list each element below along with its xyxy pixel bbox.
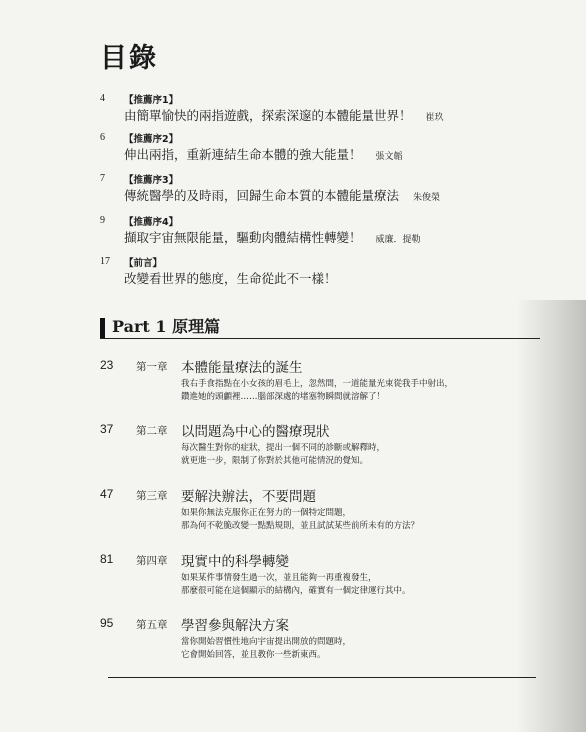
preface-tag: 【推薦序2】 xyxy=(124,134,179,145)
preface-title-line xyxy=(124,145,403,163)
preface-tag: 【前言】 xyxy=(124,258,163,269)
chapter-page-number: 95 xyxy=(100,616,114,630)
chapter-description-line: 就更進一步，限制了你對於其他可能情況的覺知。 xyxy=(181,456,369,466)
chapter-title: 要解決辦法，不要問題 xyxy=(181,489,316,505)
chapter-description-line: 我右手食指點在小女孩的眉毛上，忽然間，一道能量光束從我手中射出， xyxy=(181,379,454,389)
chapter-page-number: 37 xyxy=(100,422,114,436)
preface-title: 由簡單愉快的兩指遊戲，探索深邃的本體能量世界！ xyxy=(124,108,412,123)
preface-page-number: 6 xyxy=(100,132,105,143)
preface-title: 傳統醫學的及時雨，回歸生命本質的本體能量療法 xyxy=(124,188,400,203)
preface-tag: 【推薦序1】 xyxy=(124,95,179,106)
part-title: Part 1 原理篇 xyxy=(112,317,221,336)
part-marker xyxy=(100,318,105,338)
preface-author: 崔玖 xyxy=(425,113,444,123)
chapter-description-line: 鑽進她的頭顱裡……腦部深處的堵塞物瞬間就溶解了！ xyxy=(181,392,386,402)
preface-title-line xyxy=(124,186,440,204)
chapter-label: 第五章 xyxy=(136,619,168,631)
chapter-page-number: 23 xyxy=(100,358,114,372)
chapter-title: 以問題為中心的醫療現狀 xyxy=(181,424,330,440)
chapter-description-line: 如果你無法克服你正在努力的一個特定問題， xyxy=(181,508,352,518)
chapter-description-line: 當你開始習慣性地向宇宙提出開放的問題時， xyxy=(181,637,352,647)
chapter-title: 本體能量療法的誕生 xyxy=(181,360,303,376)
preface-title: 擷取宇宙無限能量，驅動肉體結構性轉變！ xyxy=(124,230,362,245)
chapter-description xyxy=(181,636,351,662)
preface-author: 張文韜 xyxy=(375,152,403,162)
chapter-page-number: 47 xyxy=(100,487,114,501)
preface-title-line xyxy=(124,228,421,246)
chapter-description xyxy=(181,442,385,468)
preface-page-number: 9 xyxy=(100,215,105,226)
chapter-label: 第三章 xyxy=(136,490,168,502)
preface-tag: 【推薦序4】 xyxy=(124,217,179,228)
chapter-label: 第二章 xyxy=(136,425,168,437)
part-divider xyxy=(100,338,540,339)
chapter-label: 第四章 xyxy=(136,555,168,567)
preface-title: 伸出兩指，重新連結生命本體的強大能量！ xyxy=(124,147,362,162)
chapter-description-line: 每次醫生對你的症狀，提出一個不同的診斷或解釋時， xyxy=(181,443,386,453)
preface-title-line xyxy=(124,106,444,124)
scan-shadow xyxy=(516,300,586,732)
preface-title: 改變看世界的態度，生命從此不一樣！ xyxy=(124,271,337,286)
chapter-label: 第一章 xyxy=(136,361,168,373)
preface-author: 威廉．提勒 xyxy=(375,235,421,245)
bottom-divider xyxy=(108,677,536,678)
preface-title-line xyxy=(124,269,337,287)
chapter-title: 現實中的科學轉變 xyxy=(181,554,289,570)
preface-page-number: 17 xyxy=(100,256,110,267)
chapter-description-line: 那為何不乾脆改變一點點規則，並且試試某些前所未有的方法？ xyxy=(181,521,420,531)
chapter-description-line: 它會開始回答，並且教你一些新東西。 xyxy=(181,650,326,660)
preface-author: 朱俊榮 xyxy=(413,193,441,203)
preface-page-number: 4 xyxy=(100,93,105,104)
chapter-description xyxy=(181,572,411,598)
chapter-page-number: 81 xyxy=(100,552,114,566)
chapter-description xyxy=(181,507,419,533)
chapter-description-line: 那麼很可能在這個顯示的結構內，確實有一個定律運行其中。 xyxy=(181,586,411,596)
preface-page-number: 7 xyxy=(100,173,105,184)
preface-tag: 【推薦序3】 xyxy=(124,175,179,186)
chapter-title: 學習參與解決方案 xyxy=(181,618,289,634)
chapter-description xyxy=(181,378,453,404)
page-title: 目錄 xyxy=(100,43,158,74)
chapter-description-line: 如果某件事情發生過一次，並且能夠一再重複發生， xyxy=(181,573,377,583)
